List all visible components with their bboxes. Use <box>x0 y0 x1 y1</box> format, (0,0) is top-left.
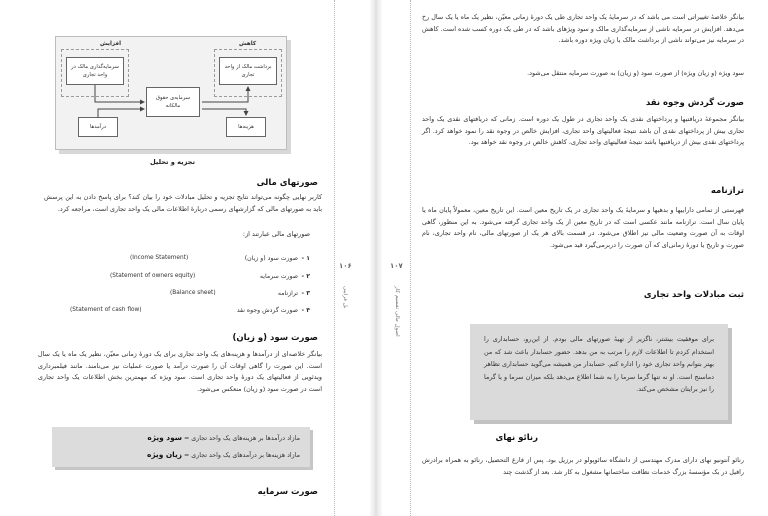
paragraph-income-statement: بیانگر خلاصه‌ای از درآمدها و هزینه‌های یک واحد تجاری برای یک دورهٔ زمانی معیّن، نظیر یک ماه یا یک سال است. این صورت را گاهی اوقات آن را صورت درآمد یا صورت عملیات نیز می‌نامند. مانند فیلمبرداری ویدئویی از فعالیتهای یک دورهٔ واحد تجاری است. سود ویژه که مهمترین بخش اطلاعات یک واحد تجاری است در صورت سود (و زیان) منعکس می‌شود. <box>38 350 322 393</box>
paragraph-profit-transfer: سود ویژه (و زیان ویژه) از صورت سود (و زیان) به صورت سرمایه منتقل می‌شود. <box>527 69 744 77</box>
right-margin-rule <box>410 0 411 516</box>
net-income-formula: مازاد درآمدها بر هزینه‌های یک واحد تجاری = سود ویژه <box>147 433 300 442</box>
quote-box <box>470 324 728 420</box>
paragraph-renato: رنائو آنتونیو نهای دارای مدرک مهندسی از دانشگاه سائوپولو در برزیل بود. پس از فارغ التحصیل، رنائو به همراه برادرش رافیل در یک مؤسسهٔ بزرگ خدمات نظافت ساختمانها مشغول به کار شد. بعد از گذشت چند <box>422 456 744 476</box>
statement-item-1: ۱ - صورت سود (و زیان) (Income Statement) <box>130 255 310 262</box>
right-running-head: اصول مالی تقسیم کار <box>394 286 400 337</box>
paragraph-balance-sheet: فهرستی از تمامی داراییها و بدهیها و سرمایهٔ یک واحد تجاری در یک تاریخ معین است. این تاریخ معین، معمولاً پایان ماه یا پایان سال است. ترازنامه مانند عکسی است که در تاریخ معین از یک واحد تجاری گرفته می‌شود. به این منظور، گاهی اوقات به آن صورت وضعیت مالی نیز اطلاق می‌شود. در قسمت بالای هر یک از صورتهای مالی، نام واحد تجاری، نام صورت و تاریخ یا دورهٔ زمانی‌ای که آن صورت را دربرمی‌گیرد قید می‌شود. <box>422 206 744 249</box>
heading-renato: رنائو نهای <box>495 433 538 443</box>
diagram-caption: تجزیه و تحلیل <box>150 158 195 166</box>
net-loss-formula: مازاد هزینه‌ها بر درآمدهای یک واحد تجاری = زیان ویژه <box>146 450 300 459</box>
profit-loss-formula-box <box>52 427 310 467</box>
net-income-term: سود ویژه <box>147 433 182 442</box>
equity-diagram <box>55 36 287 150</box>
right-page <box>382 0 768 516</box>
right-page-number: ۱۰۷ <box>390 262 403 270</box>
heading-income-statement: صورت سود (و زیان) <box>232 333 318 343</box>
owner-equity-box: سرمایه‌ی حقوق مالکانه <box>146 87 200 117</box>
statement-item-3: ۳ - ترازنامه (Balance sheet) <box>170 290 310 297</box>
heading-recording-transactions: ثبت مبادلات واحد تجاری <box>643 290 744 300</box>
left-margin-rule <box>334 0 335 516</box>
paragraph-financial-statements: کاربر نهایی چگونه می‌تواند نتایج تجزیه و تحلیل مبادلات خود را بیان کند؟ برای پاسخ دادن به این پرسش باید به صورتهای مالی که گزارشهای رسمی دربارهٔ اطلاعات مالی یک واحد تجاری است، مراجعه کرد. <box>44 193 322 213</box>
heading-balance-sheet: ترازنامه <box>710 186 744 196</box>
paragraph-statements-intro: صورتهای مالی عبارتند از: <box>242 230 310 238</box>
heading-cash-flow: صورت گردش وجوه نقد <box>645 98 744 108</box>
net-loss-term: زیان ویژه <box>146 450 182 459</box>
owner-investment-box: سرمایه‌گذاری مالک در واحد تجاری <box>66 57 124 85</box>
paragraph-cash-flow: بیانگر مجموعهٔ دریافتیها و پرداختهای نقدی یک واحد تجاری در طول یک دوره است. زمانی که دریافتهای نقدی یک واحد تجاری بیش از پرداختهای نقدی آن باشد نتیجهٔ فعالیتهای واحد تجاری، افزایش خالص در وجوه نقد را نمود خواهد کرد. اگر پرداختهای نقدی بیش از دریافتیها باشد نتیجهٔ فعالیتهای واحد تجاری، کاهش خالص در وجوه نقد خواهد بود. <box>422 115 744 147</box>
left-page-number: ۱۰۶ <box>339 262 352 270</box>
owner-withdrawal-box: برداشت مالک از واحد تجاری <box>219 57 277 85</box>
left-page <box>0 0 370 516</box>
heading-financial-statements: صورتهای مالی <box>256 178 318 188</box>
diagram-arrows <box>56 37 288 151</box>
revenues-box: درآمدها <box>78 117 118 137</box>
paragraph-equity-statement: بیانگر خلاصهٔ تغییراتی است می باشد که در سرمایهٔ یک واحد تجاری طی یک دورهٔ زمانی معیّن، نظیر یک ماه یا یک سال رخ می‌دهد. افزایش در سرمایه ناشی از سرمایه‌گذاری مالک و سود ویژهای باشد که در طی یک دوره کسب شده است. کاهش در سرمایه نیز می‌تواند ناشی از برداشت مالک یا زیان ویژه دوره باشد. <box>422 13 744 45</box>
diagram-head-decrease: کاهش <box>239 41 257 47</box>
left-running-head: بل فرایبی <box>342 286 348 309</box>
book-spine <box>370 0 382 516</box>
statement-item-2: ۲ - صورت سرمایه (Statement of owners equity) <box>110 273 310 280</box>
quote-text: برای موفقیت بیشتر، ناگزیر از تهیهٔ صورتهای مالی بودم. از این‌رو، حسابداری را استخدام کردم تا اطلاعات لازم را مرتب به من بدهد. حضور حسابدار باعث شد که من بهتر بتوانم واحد تجاری خود را اداره کنم. حسابدار من همیشه می‌گوید حسابداری تظاهر دماسنج است. او نه تنها گرما سرما را به شما اطلاع می‌دهد بلکه میزان سرما و یا گرما را نیز برایتان مشخص می‌کند. <box>484 335 714 393</box>
diagram-head-increase: افزایش <box>100 41 121 47</box>
statement-item-4: ۴ - صورت گردش وجوه نقد (Statement of cash flow) <box>70 307 310 314</box>
expenses-box: هزینه‌ها <box>226 117 266 137</box>
heading-owners-equity: صورت سرمایه <box>257 487 318 497</box>
